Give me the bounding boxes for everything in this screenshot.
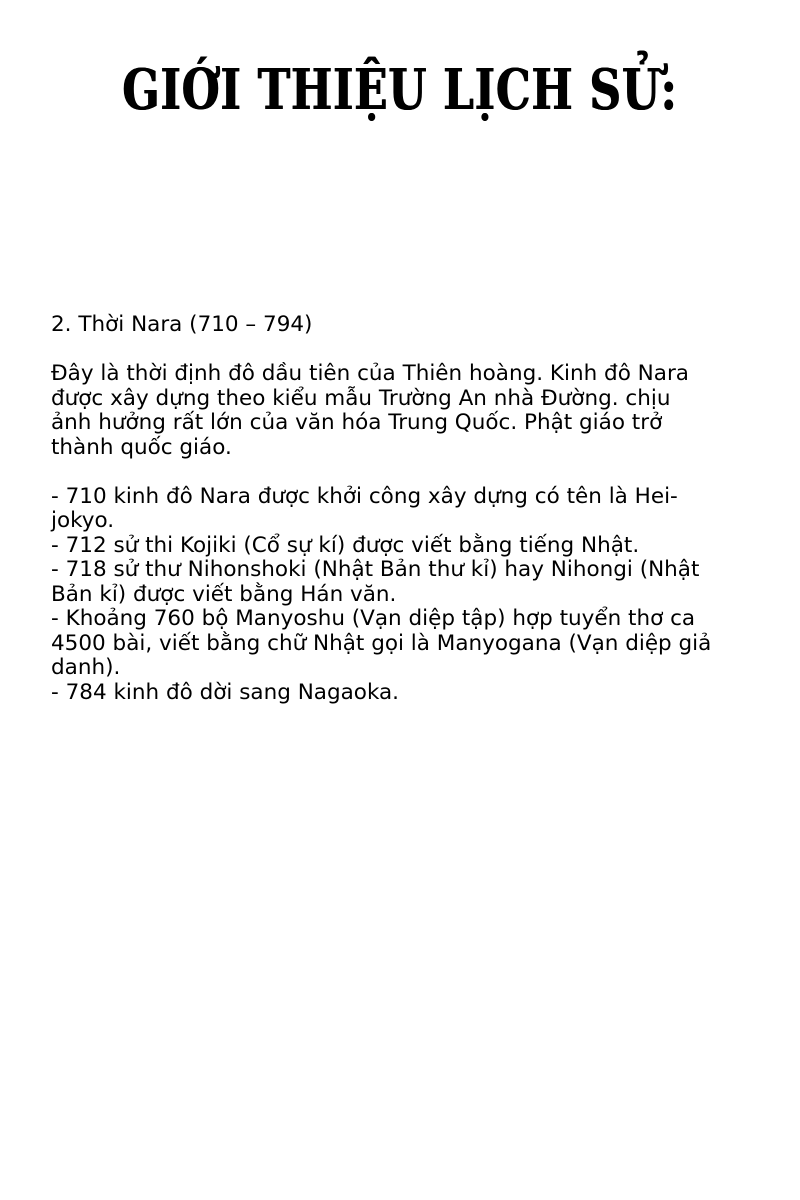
event-line: - Khoảng 760 bộ Manyoshu (Vạn diệp tập) hợp tuyển thơ ca bbox=[51, 606, 696, 631]
section-heading: 2. Thời Nara (710 – 794) bbox=[51, 312, 313, 337]
intro-line: Đây là thời định đô dầu tiên của Thiên hoàng. Kinh đô Nara bbox=[51, 361, 689, 386]
event-line: - 710 kinh đô Nara được khởi công xây dựng có tên là Hei- bbox=[51, 483, 678, 509]
intro-line: thành quốc giáo. bbox=[51, 434, 232, 460]
event-line: danh). bbox=[51, 655, 121, 680]
intro-line: được xây dựng theo kiểu mẫu Trường An nhà Đường. chịu bbox=[51, 385, 671, 411]
event-line: - 712 sử thi Kojiki (Cổ sự kí) được viết bằng tiếng Nhật. bbox=[51, 532, 640, 558]
event-line: - 784 kinh đô dời sang Nagaoka. bbox=[51, 679, 400, 705]
spacer bbox=[51, 460, 701, 485]
spacer bbox=[51, 338, 701, 363]
page-title: GIỚI THIỆU LỊCH SỬ: bbox=[122, 57, 678, 123]
event-line: jokyo. bbox=[51, 508, 115, 533]
events-list bbox=[51, 483, 712, 706]
document-body bbox=[51, 312, 712, 705]
intro-line: ảnh hưởng rất lớn của văn hóa Trung Quốc. Phật giáo trở bbox=[51, 410, 663, 435]
event-line: - 718 sử thư Nihonshoki (Nhật Bản thư kỉ) hay Nihongi (Nhật bbox=[51, 557, 700, 582]
intro-paragraph bbox=[51, 362, 701, 460]
event-line: 4500 bài, viết bằng chữ Nhật gọi là Manyogana (Vạn diệp giả bbox=[51, 630, 712, 656]
event-line: Bản kỉ) được viết bằng Hán văn. bbox=[51, 581, 397, 607]
